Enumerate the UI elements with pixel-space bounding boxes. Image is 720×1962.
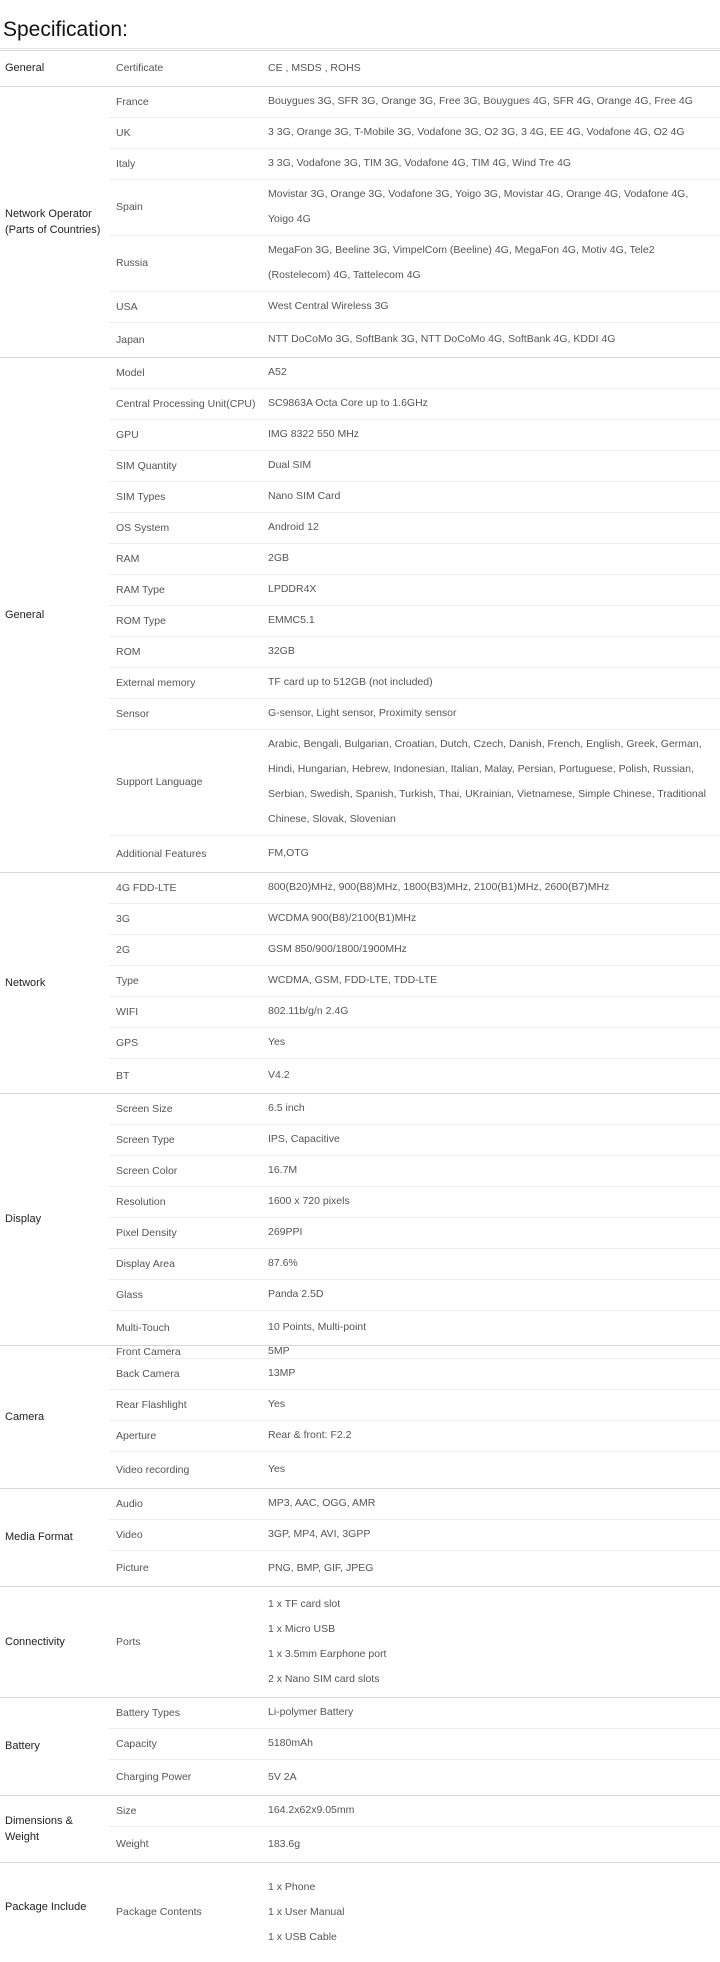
- spec-value-line: Yes: [268, 1398, 286, 1410]
- spec-row: [109, 1248, 720, 1279]
- spec-row: [109, 50, 720, 86]
- spec-value-line: LPDDR4X: [268, 583, 317, 595]
- spec-row: [109, 698, 720, 729]
- spec-value-line: NTT DoCoMo 3G, SoftBank 3G, NTT DoCoMo 4G, SoftBank 4G, KDDI 4G: [268, 333, 616, 345]
- spec-row: [109, 1058, 720, 1093]
- spec-value-line: 1 x USB Cable: [268, 1930, 337, 1943]
- spec-value-line: MP3, AAC, OGG, AMR: [268, 1497, 376, 1509]
- spec-value-line: 13MP: [268, 1367, 296, 1379]
- spec-label: Video: [116, 1528, 143, 1541]
- spec-value: [268, 1389, 714, 1420]
- group-name: Camera: [5, 1410, 45, 1423]
- spec-row: [109, 450, 720, 481]
- spec-label: OS System: [116, 521, 170, 534]
- spec-row: [109, 1697, 720, 1728]
- spec-value-line: G-sensor, Light sensor, Proximity sensor: [268, 707, 457, 719]
- spec-row: [109, 636, 720, 667]
- spec-label: Additional Features: [116, 847, 207, 860]
- spec-value: [268, 86, 714, 117]
- spec-label: Picture: [116, 1562, 149, 1574]
- spec-label: Capacity: [116, 1737, 157, 1750]
- spec-value-line: 1 x 3.5mm Earphone port: [268, 1647, 387, 1660]
- spec-label: Glass: [116, 1288, 143, 1301]
- spec-value: [268, 322, 714, 357]
- spec-value-line: 32GB: [268, 645, 295, 657]
- spec-value-line: 2 x Nano SIM card slots: [268, 1672, 380, 1685]
- spec-row: [109, 1862, 720, 1962]
- spec-value-line: Yes: [268, 1036, 286, 1048]
- spec-value: [268, 1279, 714, 1310]
- spec-value-line: 5V 2A: [268, 1770, 297, 1783]
- spec-row: [109, 1826, 720, 1862]
- spec-value-line: 800(B20)MHz, 900(B8)MHz, 1800(B3)MHz, 2100(B1)MHz, 2600(B7)MHz: [268, 881, 610, 893]
- spec-label: Type: [116, 974, 139, 987]
- spec-row: [109, 179, 720, 235]
- spec-label: RAM Type: [116, 583, 165, 596]
- spec-value: [268, 1358, 714, 1389]
- spec-row: [109, 1124, 720, 1155]
- spec-value: [268, 667, 714, 698]
- group-name: Package Include: [5, 1901, 87, 1913]
- spec-value-line: Nano SIM Card: [268, 490, 341, 502]
- spec-row: [109, 903, 720, 934]
- spec-value: [268, 543, 714, 574]
- spec-value-line: SC9863A Octa Core up to 1.6GHz: [268, 397, 428, 409]
- spec-value-line: Android 12: [268, 521, 319, 533]
- spec-value: [268, 1519, 714, 1550]
- spec-label: Aperture: [116, 1429, 157, 1442]
- spec-row: [109, 388, 720, 419]
- spec-value: [268, 1345, 714, 1358]
- spec-label: RAM: [116, 552, 140, 565]
- spec-row: [109, 1155, 720, 1186]
- spec-value: [268, 1862, 714, 1962]
- spec-value-line: CE , MSDS , ROHS: [268, 61, 361, 74]
- spec-value: [268, 388, 714, 419]
- spec-label: Certificate: [116, 62, 164, 74]
- spec-value-line: 1 x Micro USB: [268, 1622, 336, 1635]
- spec-value: [268, 934, 714, 965]
- spec-value: [268, 419, 714, 450]
- spec-value: [268, 235, 714, 291]
- spec-label: 3G: [116, 912, 131, 925]
- spec-label: Spain: [116, 201, 143, 213]
- spec-label: Battery Types: [116, 1706, 181, 1719]
- spec-value: [268, 1058, 714, 1093]
- spec-value: [268, 179, 714, 235]
- spec-value: [268, 148, 714, 179]
- spec-label: Multi-Touch: [116, 1321, 170, 1334]
- group-name: General: [5, 62, 45, 74]
- spec-value-line: 87.6%: [268, 1257, 298, 1269]
- spec-value: [268, 481, 714, 512]
- spec-value: [268, 1155, 714, 1186]
- spec-row: [109, 357, 720, 388]
- spec-row: [109, 996, 720, 1027]
- spec-row: [109, 148, 720, 179]
- spec-label: GPU: [116, 428, 139, 441]
- spec-group: [0, 872, 720, 1093]
- spec-value-line: MegaFon 3G, Beeline 3G, VimpelCom (Beeline) 4G, MegaFon 4G, Motiv 4G, Tele2 (Rostelecom) 4G, Tattelecom 4G: [268, 244, 655, 281]
- spec-value: [268, 1728, 714, 1759]
- spec-value: [268, 50, 714, 86]
- spec-value: [268, 574, 714, 605]
- spec-value: [268, 729, 714, 835]
- spec-value: [268, 450, 714, 481]
- spec-row: [109, 117, 720, 148]
- spec-group: [0, 1093, 720, 1345]
- spec-value: [268, 1217, 714, 1248]
- spec-value-line: 164.2x62x9.05mm: [268, 1804, 355, 1816]
- spec-value-line: Yes: [268, 1463, 286, 1475]
- spec-label: Screen Color: [116, 1164, 178, 1177]
- spec-row: [109, 1358, 720, 1389]
- spec-row: [109, 1759, 720, 1795]
- spec-value: [268, 903, 714, 934]
- spec-label: Video recording: [116, 1463, 190, 1476]
- spec-value: [268, 698, 714, 729]
- spec-label: Audio: [116, 1497, 143, 1510]
- spec-value-line: FM,OTG: [268, 847, 309, 859]
- spec-row: [109, 934, 720, 965]
- spec-value-line: 1600 x 720 pixels: [268, 1195, 350, 1207]
- spec-label: ROM: [116, 645, 141, 658]
- spec-label: Weight: [116, 1838, 149, 1850]
- spec-row: [109, 322, 720, 357]
- spec-label: Model: [116, 366, 145, 379]
- spec-value: [268, 1759, 714, 1795]
- spec-label: WIFI: [116, 1005, 139, 1018]
- spec-value-line: Li-polymer Battery: [268, 1706, 354, 1718]
- spec-row: [109, 1027, 720, 1058]
- spec-label: Russia: [116, 257, 149, 269]
- spec-value-line: 1 x TF card slot: [268, 1597, 341, 1610]
- spec-label: Display Area: [116, 1257, 175, 1270]
- spec-value-line: Rear & front: F2.2: [268, 1429, 352, 1441]
- spec-value-line: Arabic, Bengali, Bulgarian, Croatian, Dutch, Czech, Danish, French, English, Greek, German, Hindi, Hungarian, Hebrew, Indonesian, Italian, Malay, Persian, Portuguese, Polish, Russian, Serbian, Swedish, Spanish, Turkish, Thai, UKrainian, Vietnamese, Simple Chinese, Traditional Chinese, Slovak, Slovenian: [268, 738, 706, 825]
- spec-value-line: WCDMA 900(B8)/2100(B1)MHz: [268, 912, 417, 924]
- spec-value: [268, 1248, 714, 1279]
- spec-row: [109, 512, 720, 543]
- title-divider: [0, 48, 720, 49]
- spec-value: [268, 117, 714, 148]
- spec-label: SIM Types: [116, 490, 166, 503]
- spec-row: [109, 1550, 720, 1586]
- spec-value-line: 802.11b/g/n 2.4G: [268, 1005, 349, 1017]
- spec-label: ROM Type: [116, 614, 166, 627]
- spec-group: [0, 50, 720, 86]
- spec-value-line: WCDMA, GSM, FDD-LTE, TDD-LTE: [268, 974, 438, 986]
- spec-label: GPS: [116, 1036, 139, 1049]
- spec-value-line: V4.2: [268, 1069, 290, 1081]
- spec-row: [109, 86, 720, 117]
- spec-row: [109, 419, 720, 450]
- group-name: Display: [5, 1213, 42, 1225]
- group-name: Connectivity: [5, 1635, 65, 1648]
- spec-row: [109, 1186, 720, 1217]
- spec-label: Package Contents: [116, 1906, 202, 1918]
- spec-value-line: 3 3G, Vodafone 3G, TIM 3G, Vodafone 4G, TIM 4G, Wind Tre 4G: [268, 157, 572, 169]
- spec-value-line: 269PPI: [268, 1226, 303, 1238]
- spec-value-line: IPS, Capacitive: [268, 1133, 340, 1145]
- spec-value: [268, 1826, 714, 1862]
- spec-label: 2G: [116, 943, 131, 956]
- spec-row: [109, 1519, 720, 1550]
- spec-value: [268, 357, 714, 388]
- spec-value: [268, 1488, 714, 1519]
- spec-row: [109, 1389, 720, 1420]
- spec-label: Pixel Density: [116, 1226, 177, 1239]
- spec-value-line: Movistar 3G, Orange 3G, Vodafone 3G, Yoigo 3G, Movistar 4G, Orange 4G, Vodafone 4G, Yoigo 4G: [268, 188, 689, 225]
- spec-label: France: [116, 95, 149, 108]
- spec-value: [268, 605, 714, 636]
- spec-value: [268, 1550, 714, 1586]
- spec-value-line: 5180mAh: [268, 1737, 313, 1749]
- spec-label: Italy: [116, 157, 136, 170]
- spec-label: External memory: [116, 676, 196, 689]
- spec-row: [109, 729, 720, 835]
- spec-label: Front Camera: [116, 1345, 181, 1358]
- spec-row: [109, 1279, 720, 1310]
- spec-label: Rear Flashlight: [116, 1398, 187, 1411]
- spec-value-line: A52: [268, 366, 287, 378]
- spec-value-line: Dual SIM: [268, 459, 312, 471]
- spec-value: [268, 872, 714, 903]
- spec-group: [0, 1586, 720, 1697]
- spec-label: Screen Type: [116, 1133, 175, 1146]
- spec-label: Sensor: [116, 707, 150, 720]
- spec-label: Size: [116, 1804, 137, 1817]
- spec-value-line: 10 Points, Multi-point: [268, 1321, 367, 1333]
- spec-value: [268, 1697, 714, 1728]
- spec-value: [268, 1124, 714, 1155]
- spec-label: BT: [116, 1069, 130, 1082]
- spec-group: [0, 1862, 720, 1962]
- spec-row: [109, 291, 720, 322]
- group-name: Battery: [5, 1740, 40, 1752]
- spec-label: Support Language: [116, 776, 203, 788]
- spec-row: [109, 605, 720, 636]
- spec-group: [0, 1795, 720, 1862]
- spec-value-line: EMMC5.1: [268, 614, 315, 626]
- spec-value: [268, 965, 714, 996]
- spec-label: Screen Size: [116, 1102, 173, 1115]
- group-name: Media Format: [5, 1531, 73, 1543]
- spec-row: [109, 481, 720, 512]
- spec-row: [109, 872, 720, 903]
- spec-group: [0, 1697, 720, 1795]
- group-name: General: [5, 608, 45, 621]
- spec-value: [268, 996, 714, 1027]
- spec-value-line: TF card up to 512GB (not included): [268, 676, 433, 688]
- spec-row: [109, 1795, 720, 1826]
- spec-value-line: Panda 2.5D: [268, 1288, 324, 1300]
- spec-value: [268, 1420, 714, 1451]
- spec-row: [109, 574, 720, 605]
- spec-value: [268, 1586, 714, 1697]
- spec-value: [268, 291, 714, 322]
- spec-label: UK: [116, 126, 131, 139]
- spec-row: [109, 1728, 720, 1759]
- spec-value: [268, 1093, 714, 1124]
- spec-value-line: GSM 850/900/1800/1900MHz: [268, 943, 407, 955]
- spec-row: [109, 1093, 720, 1124]
- spec-value-line: 3GP, MP4, AVI, 3GPP: [268, 1528, 371, 1540]
- group-name: Dimensions & Weight: [5, 1814, 73, 1843]
- spec-label: Japan: [116, 333, 145, 346]
- spec-value-line: 2GB: [268, 552, 290, 564]
- spec-value: [268, 1027, 714, 1058]
- spec-group: [0, 86, 720, 357]
- spec-row: [109, 235, 720, 291]
- spec-label: Central Processing Unit(CPU): [116, 397, 256, 410]
- spec-label: Charging Power: [116, 1771, 192, 1783]
- spec-value-line: Bouygues 3G, SFR 3G, Orange 3G, Free 3G, Bouygues 4G, SFR 4G, Orange 4G, Free 4G: [268, 95, 693, 107]
- spec-value: [268, 636, 714, 667]
- spec-value-line: 183.6g: [268, 1837, 301, 1850]
- spec-row: [109, 667, 720, 698]
- spec-value-line: 16.7M: [268, 1164, 298, 1176]
- spec-value-line: 3 3G, Orange 3G, T-Mobile 3G, Vodafone 3G, O2 3G, 3 4G, EE 4G, Vodafone 4G, O2 4G: [268, 126, 685, 138]
- page-title: Specification:: [3, 18, 128, 41]
- group-name: Network Operator (Parts of Countries): [5, 207, 101, 236]
- spec-value-line: IMG 8322 550 MHz: [268, 428, 360, 440]
- spec-label: 4G FDD-LTE: [116, 881, 177, 894]
- spec-row: [109, 965, 720, 996]
- group-name: Network: [5, 976, 46, 989]
- spec-row: [109, 1451, 720, 1488]
- spec-value-line: 5MP: [268, 1345, 290, 1357]
- spec-row: [109, 1586, 720, 1697]
- spec-row: [109, 1217, 720, 1248]
- spec-row: [109, 1345, 720, 1358]
- spec-label: Ports: [116, 1635, 141, 1648]
- spec-value: [268, 835, 714, 872]
- spec-label: USA: [116, 300, 138, 313]
- spec-row: [109, 1488, 720, 1519]
- spec-label: SIM Quantity: [116, 459, 177, 472]
- spec-label: Resolution: [116, 1195, 166, 1208]
- spec-row: [109, 543, 720, 574]
- spec-value-line: 6.5 inch: [268, 1102, 305, 1114]
- spec-group: [0, 1488, 720, 1586]
- spec-row: [109, 1420, 720, 1451]
- spec-row: [109, 835, 720, 872]
- spec-value: [268, 1186, 714, 1217]
- spec-value-line: 1 x User Manual: [268, 1905, 345, 1918]
- spec-group: [0, 1345, 720, 1488]
- spec-group: [0, 357, 720, 872]
- spec-value-line: 1 x Phone: [268, 1880, 316, 1893]
- spec-value: [268, 1451, 714, 1488]
- spec-label: Back Camera: [116, 1367, 180, 1380]
- spec-value: [268, 1795, 714, 1826]
- spec-value-line: PNG, BMP, GIF, JPEG: [268, 1561, 374, 1574]
- spec-value-line: West Central Wireless 3G: [268, 300, 389, 312]
- spec-value: [268, 512, 714, 543]
